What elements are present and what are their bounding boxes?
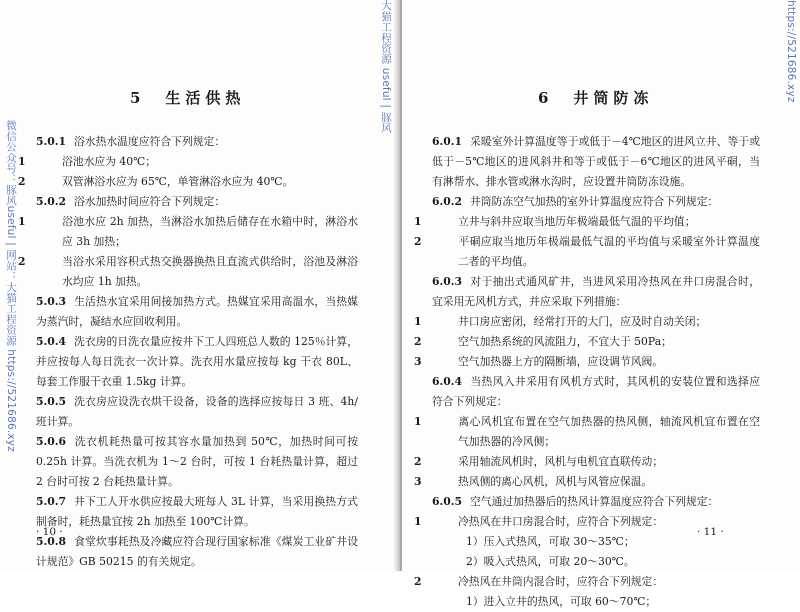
item-text: 平硐应取当地历年极端最低气温的平均值与采暖室外计算温度二者的平均值。 bbox=[458, 235, 760, 268]
item-text: 井口房应密闭，经常打开的大门，应及时自动关闭； bbox=[458, 315, 707, 328]
item-text: 冷热风在井口房混合时，应符合下列规定： bbox=[458, 515, 664, 528]
right-page-body bbox=[414, 132, 760, 612]
clause-text: 对于抽出式通风矿井，当进风采用冷热风在井口房混合时，宜采用无风机方式，并应采取下列措施： bbox=[432, 275, 760, 308]
clause-item bbox=[18, 172, 358, 192]
clause bbox=[36, 532, 358, 572]
item-text: 冷热风在井筒内混合时，应符合下列规定： bbox=[458, 575, 664, 588]
watermark-center: 大猫工程资源 useful | 豚风 bbox=[380, 0, 392, 134]
clause-number: 6.0.3 bbox=[432, 275, 463, 288]
right-page bbox=[402, 0, 800, 608]
item-number: 2 bbox=[18, 175, 26, 188]
left-page-body bbox=[18, 132, 358, 572]
item-text: 空气加热器上方的隔断墙，应设调节风阀。 bbox=[458, 355, 664, 368]
right-page-number: · 11 · bbox=[697, 526, 724, 538]
clause-number: 5.0.5 bbox=[36, 395, 67, 408]
item-text: 空气加热系统的风流阻力，不宜大于 50Pa； bbox=[458, 335, 672, 348]
item-text: 热风侧的离心风机，风机与风管应保温。 bbox=[458, 475, 653, 488]
clause-text: 空气通过加热器后的热风计算温度应符合下列规定： bbox=[470, 495, 719, 508]
watermark-left: 微信公众号：豚风useful | 网站：大猫工程资源 https://521686.xyz bbox=[5, 119, 17, 452]
clause-number: 6.0.1 bbox=[432, 135, 463, 148]
clause bbox=[432, 192, 760, 212]
clause-item bbox=[414, 412, 760, 452]
clause bbox=[36, 292, 358, 332]
item-text: 双管淋浴水应为 65℃，单管淋浴水应为 40℃。 bbox=[62, 175, 294, 188]
item-text: 浴池水应 2h 加热，当淋浴水加热后储存在水箱中时，淋浴水应 3h 加热； bbox=[62, 215, 358, 248]
right-page-title: 6 井筒防冻 bbox=[538, 89, 654, 107]
clause bbox=[36, 392, 358, 432]
clause-number: 5.0.8 bbox=[36, 535, 67, 548]
item-number: 2 bbox=[414, 335, 422, 348]
left-page bbox=[0, 0, 398, 571]
clause-item bbox=[414, 232, 760, 272]
clause bbox=[36, 332, 358, 392]
item-text: 浴池水应为 40℃； bbox=[62, 155, 157, 168]
item-number: 2 bbox=[414, 575, 422, 588]
clause bbox=[432, 132, 760, 192]
sub-item: 1）进入立井的热风，可取 60～70℃； bbox=[466, 595, 657, 608]
clause-number: 6.0.2 bbox=[432, 195, 463, 208]
left-page-number: · 10 · bbox=[36, 526, 63, 538]
clause bbox=[36, 432, 358, 492]
clause-text: 食堂炊事耗热及冷藏应符合现行国家标准《煤炭工业矿井设计规范》GB 50215 的有关规定。 bbox=[36, 535, 358, 568]
clause bbox=[432, 372, 760, 412]
clause-item bbox=[414, 472, 760, 492]
clause-item bbox=[18, 212, 358, 252]
item-number: 3 bbox=[414, 355, 422, 368]
item-text: 立井与斜井应取当地历年极端最低气温的平均值； bbox=[458, 215, 696, 228]
clause-item bbox=[414, 332, 760, 352]
clause-item bbox=[414, 352, 760, 372]
clause-number: 5.0.6 bbox=[36, 435, 67, 448]
clause-text: 浴水热水温度应符合下列规定： bbox=[74, 135, 226, 148]
item-number: 1 bbox=[414, 315, 422, 328]
clause-number: 5.0.2 bbox=[36, 195, 67, 208]
clause-number: 5.0.3 bbox=[36, 295, 67, 308]
clause bbox=[432, 272, 760, 312]
watermark-right: https://521686.xyz bbox=[785, 0, 797, 103]
clause bbox=[36, 492, 358, 532]
clause-text: 生活热水宜采用间接加热方式。热媒宜采用高温水，当热媒为蒸汽时，凝结水应回收利用。 bbox=[36, 295, 358, 328]
clause-item bbox=[414, 312, 760, 332]
clause bbox=[36, 192, 358, 212]
item-number: 1 bbox=[414, 215, 422, 228]
clause-text: 井下工人开水供应按最大班每人 3L 计算，当采用换热方式制备时，耗热量宜按 2h 加热至 100℃计算。 bbox=[36, 495, 358, 528]
clause-number: 6.0.4 bbox=[432, 375, 463, 388]
clause-item bbox=[18, 152, 358, 172]
item-number: 1 bbox=[414, 515, 422, 528]
item-number: 1 bbox=[18, 155, 26, 168]
clause-item bbox=[414, 572, 760, 592]
item-number: 3 bbox=[414, 475, 422, 488]
clause-text: 浴水加热时间应符合下列规定： bbox=[74, 195, 226, 208]
clause-text: 洗衣机耗热量可按其容水量加热到 50℃，加热时间可按 0.25h 计算。当洗衣机为 1～2 台时，可按 1 台耗热量计算，超过 2 台时可按 2 台耗热量计算。 bbox=[36, 435, 358, 488]
clause-text: 采暖室外计算温度等于或低于－4℃地区的进风立井、等于或低于－5℃地区的进风斜井和等于或低于－6℃地区的进风平硐，当有淋帮水、排水管或淋水沟时，应设置井筒防冻设施。 bbox=[432, 135, 760, 188]
clause-text: 洗衣房应设洗衣烘干设备，设备的选择应按每日 3 班、4h/班计算。 bbox=[36, 395, 358, 428]
item-text: 采用轴流风机时，风机与电机宜直联传动； bbox=[458, 455, 664, 468]
clause-item bbox=[414, 452, 760, 472]
clause bbox=[36, 132, 358, 152]
clause-item bbox=[18, 252, 358, 292]
sub-item: 2）吸入式热风，可取 20～30℃。 bbox=[466, 555, 635, 568]
sub-item: 1）压入式热风，可取 30～35℃； bbox=[466, 535, 635, 548]
item-number: 2 bbox=[414, 455, 422, 468]
clause-item bbox=[414, 212, 760, 232]
clause bbox=[432, 492, 760, 512]
item-number: 2 bbox=[18, 255, 26, 268]
item-text: 当浴水采用容积式热交换器换热且直流式供给时，浴池及淋浴水均应 1h 加热。 bbox=[62, 255, 358, 288]
clause-text: 井筒防冻空气加热的室外计算温度应符合下列规定： bbox=[470, 195, 719, 208]
clause-number: 6.0.5 bbox=[432, 495, 463, 508]
clause-number: 5.0.1 bbox=[36, 135, 67, 148]
clause-text: 洗衣房的日洗衣量应按井下工人四班总人数的 125％计算，并应按每人每日洗衣一次计算。洗衣用水量应按每 kg 干衣 80L、每套工作服干衣重 1.5kg 计算。 bbox=[36, 335, 358, 388]
clause-number: 5.0.4 bbox=[36, 335, 67, 348]
item-number: 1 bbox=[414, 415, 422, 428]
item-number: 2 bbox=[414, 235, 422, 248]
clause-number: 5.0.7 bbox=[36, 495, 67, 508]
item-number: 1 bbox=[18, 215, 26, 228]
clause-text: 当热风入井采用有风机方式时，其风机的安装位置和选择应符合下列规定： bbox=[432, 375, 760, 408]
item-text: 离心风机宜布置在空气加热器的热风侧，轴流风机宜布置在空气加热器的冷风侧； bbox=[458, 415, 760, 448]
left-page-title: 5 生活供热 bbox=[130, 89, 246, 107]
